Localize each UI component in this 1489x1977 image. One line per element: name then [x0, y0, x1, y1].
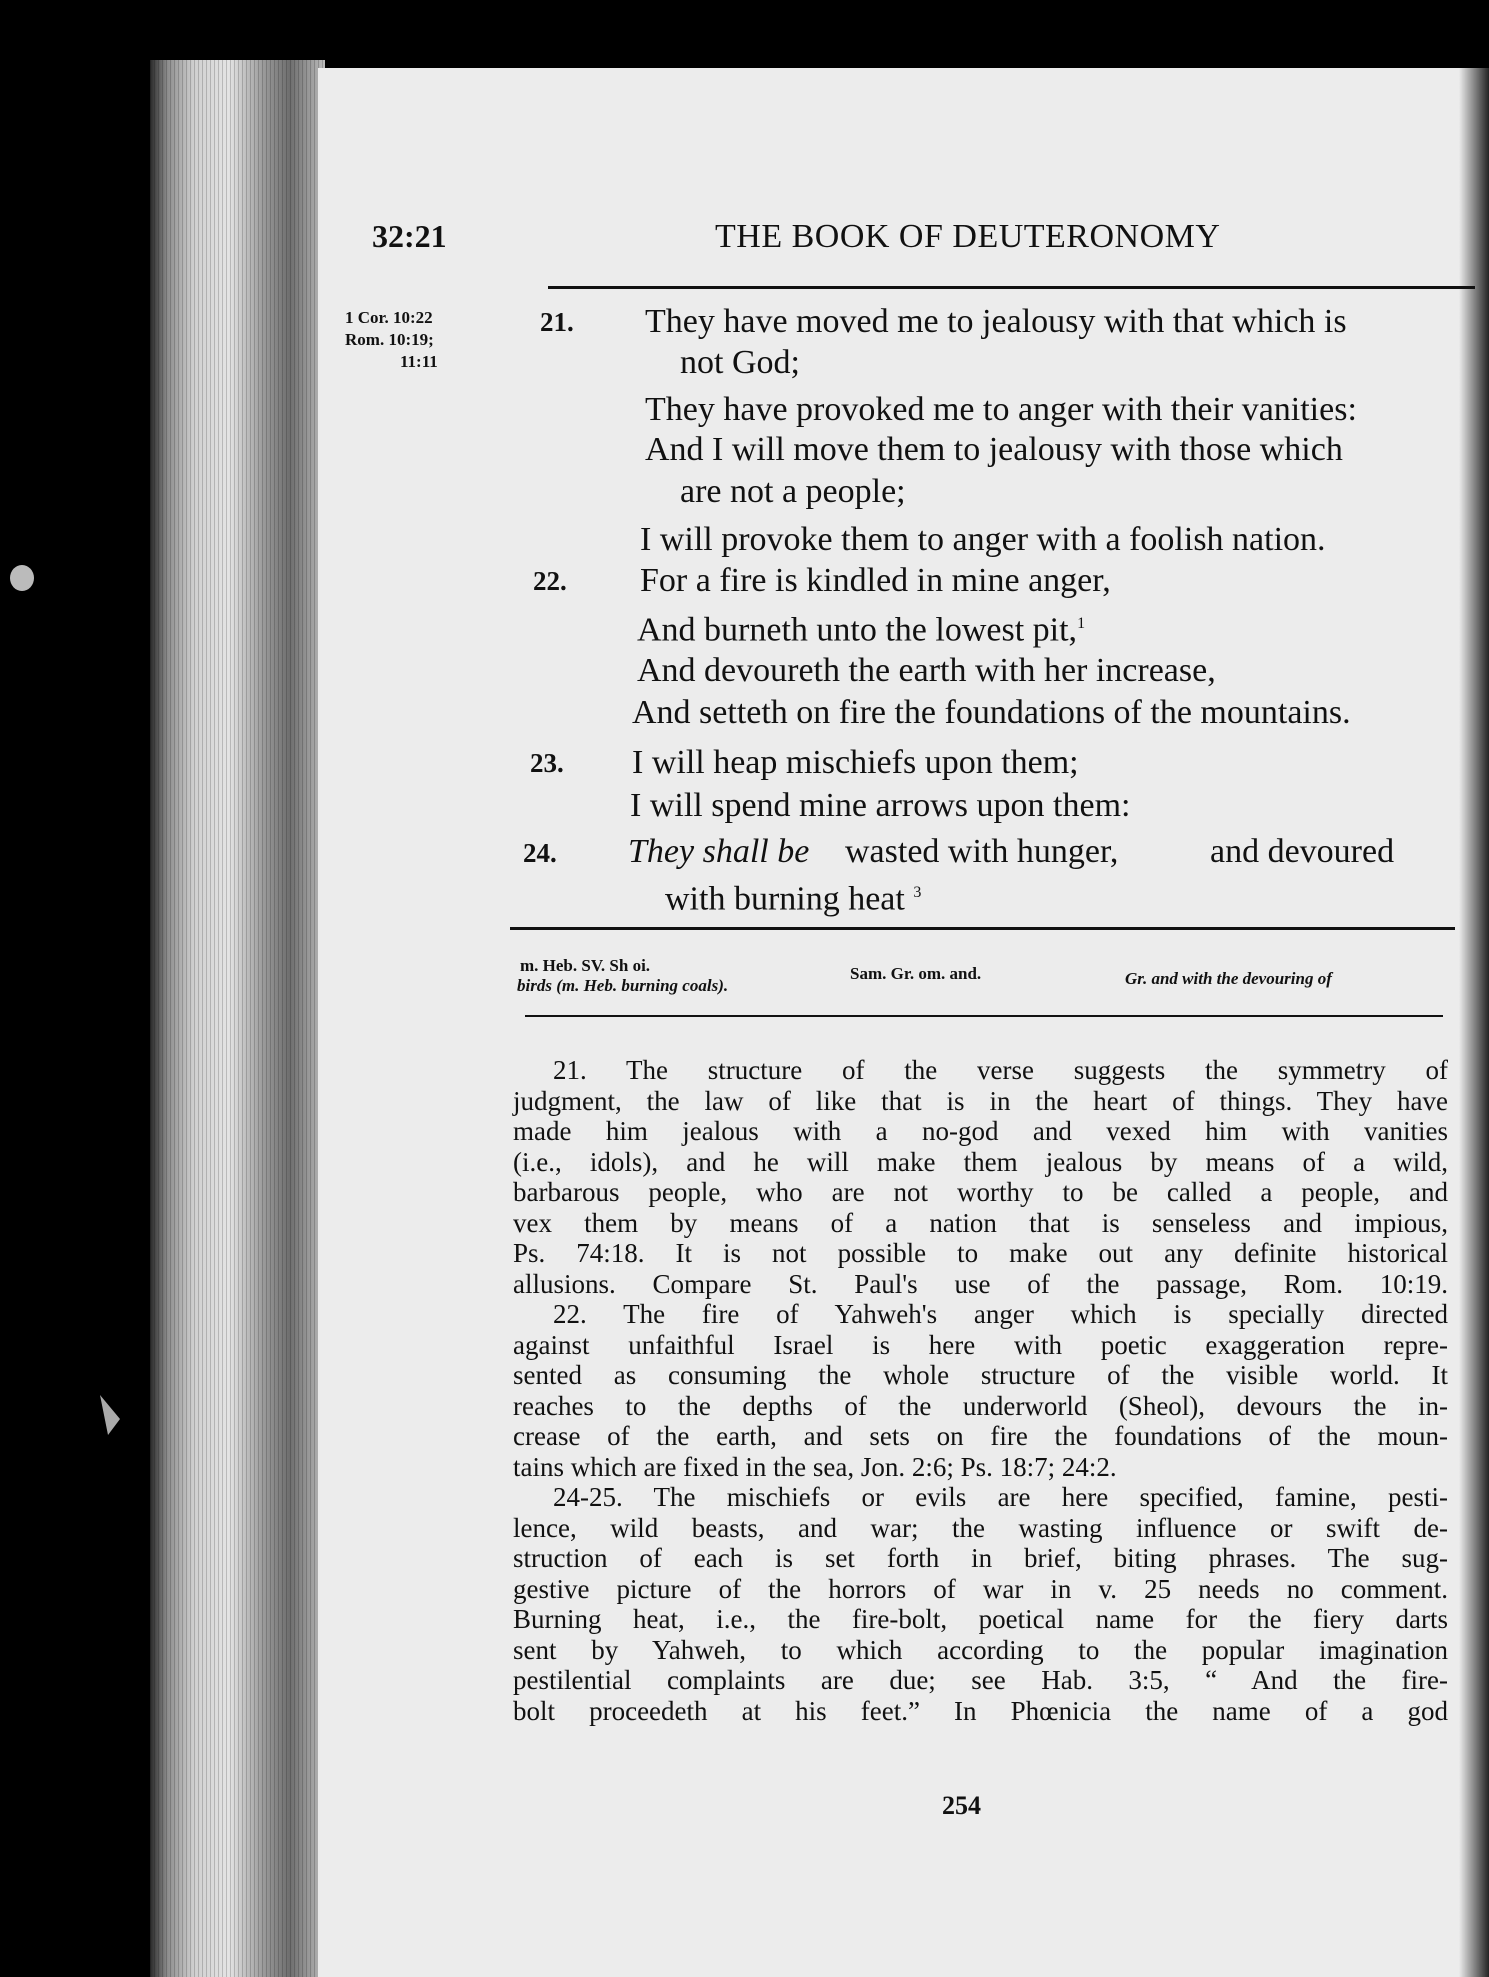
verse-line: And burneth unto the lowest pit,$^1$ [637, 611, 1086, 649]
verse-line: I will heap mischiefs upon them; [632, 744, 1079, 781]
commentary-line: bolt proceedeth at his feet.” In Phœnicia the name of a god [513, 1695, 1448, 1726]
verse-line: and devoured [1210, 833, 1395, 870]
cross-references [345, 307, 515, 373]
verse-line: They have moved me to jealousy with that which is [645, 303, 1347, 340]
commentary-line: reaches to the depths of the underworld (Sheol), devours the in- [513, 1390, 1448, 1421]
verse-number: 23. [530, 748, 564, 778]
xref-line: Rom. 10:19; [345, 330, 434, 349]
page-edge-shadow [1459, 68, 1489, 1977]
commentary-line: pestilential complaints are due; see Hab. 3:5, “ And the fire- [513, 1665, 1448, 1695]
commentary-line: Ps. 74:18. It is not possible to make out any definite historical [513, 1238, 1448, 1268]
verse-line: with burning heat $^3$ [665, 880, 922, 918]
commentary-line: crease of the earth, and sets on fire the foundations of the moun- [513, 1421, 1448, 1451]
verse-line: I will provoke them to anger with a foolish nation. [640, 521, 1326, 558]
verse-line [637, 651, 1216, 691]
verse-number: 24. [523, 838, 557, 868]
verse-number: 21. [540, 307, 574, 337]
verse-line: I will spend mine arrows upon them: [630, 787, 1131, 824]
verse-line-italic: They shall be [628, 833, 810, 870]
commentary-line: sent by Yahweh, to which according to the popular imagination [513, 1634, 1448, 1665]
commentary-line: vex them by means of a nation that is senseless and impious, [513, 1207, 1448, 1238]
header-rule [548, 286, 1475, 289]
xref-line: 11:11 [400, 352, 438, 371]
commentary-line: judgment, the law of like that is in the heart of things. They have [513, 1085, 1448, 1116]
commentary-line: tains which are fixed in the sea, Jon. 2:6; Ps. 18:7; 24:2. [513, 1451, 1117, 1482]
verse-line: And I will move them to jealousy with those which [645, 431, 1343, 468]
commentary-line: 22. The fire of Yahweh's anger which is specially directed [553, 1299, 1448, 1329]
verse-line: not God; [680, 344, 800, 381]
commentary-line: sented as consuming the whole structure of the visible world. It [513, 1360, 1448, 1390]
commentary-line: made him jealous with a no-god and vexed him with vanities [513, 1116, 1448, 1146]
verse-line: wasted with hunger, [845, 833, 1119, 870]
commentary-line: Burning heat, i.e., the fire-bolt, poetical name for the fiery darts [513, 1604, 1448, 1634]
footnote-rule-top [510, 927, 1455, 930]
footnote-2: Sam. Gr. om. and. [850, 964, 982, 983]
running-chapter-verse: 32:21 [372, 218, 447, 254]
commentary [513, 1055, 1448, 1726]
footnote-3: Gr. and with the devouring of [1125, 969, 1332, 988]
commentary-line: barbarous people, who are not worthy to be called a people, and [513, 1177, 1448, 1207]
verse-line: For a fire is kindled in mine anger, [640, 562, 1111, 599]
page-number: 254 [942, 1791, 981, 1820]
verse-text: with burning heat [665, 880, 905, 918]
commentary-line: lence, wild beasts, and war; the wasting influence or swift de- [513, 1512, 1448, 1543]
verse-line: are not a people; [680, 473, 906, 510]
commentary-line: 21. The structure of the verse suggests the symmetry of [553, 1055, 1448, 1085]
book-spine-edge [150, 60, 325, 1977]
commentary-line: (i.e., idols), and he will make them jealous by means of a wild, [513, 1146, 1448, 1177]
verse-text: And burneth unto the lowest pit, [637, 611, 1078, 649]
verse-number: 22. [533, 566, 567, 596]
footnote-rule-bottom [525, 1015, 1443, 1017]
verse-line: And setteth on fire the foundations of the mountains. [632, 694, 1351, 731]
footnote-1a: m. Heb. SV. Sh oi. [520, 956, 651, 975]
xref-line: 1 Cor. 10:22 [345, 308, 433, 327]
commentary-line: against unfaithful Israel is here with poetic exaggeration repre- [513, 1329, 1448, 1360]
commentary-line: allusions. Compare St. Paul's use of the passage, Rom. 10:19. [513, 1268, 1448, 1299]
footnote-1b: birds (m. Heb. burning coals). [517, 976, 729, 995]
verse-line: They have provoked me to anger with their vanities: [645, 391, 1357, 428]
commentary-line: struction of each is set forth in brief, biting phrases. The sug- [513, 1543, 1448, 1573]
scan-speck [100, 1395, 120, 1435]
running-title: THE BOOK OF DEUTERONOMY [715, 218, 1221, 255]
scan-speck [10, 565, 34, 591]
commentary-line: 24-25. The mischiefs or evils are here specified, famine, pesti- [553, 1482, 1448, 1512]
commentary-line: gestive picture of the horrors of war in v. 25 needs no comment. [513, 1573, 1448, 1604]
verse-text: And devoureth the earth with her increase, [637, 652, 1216, 689]
